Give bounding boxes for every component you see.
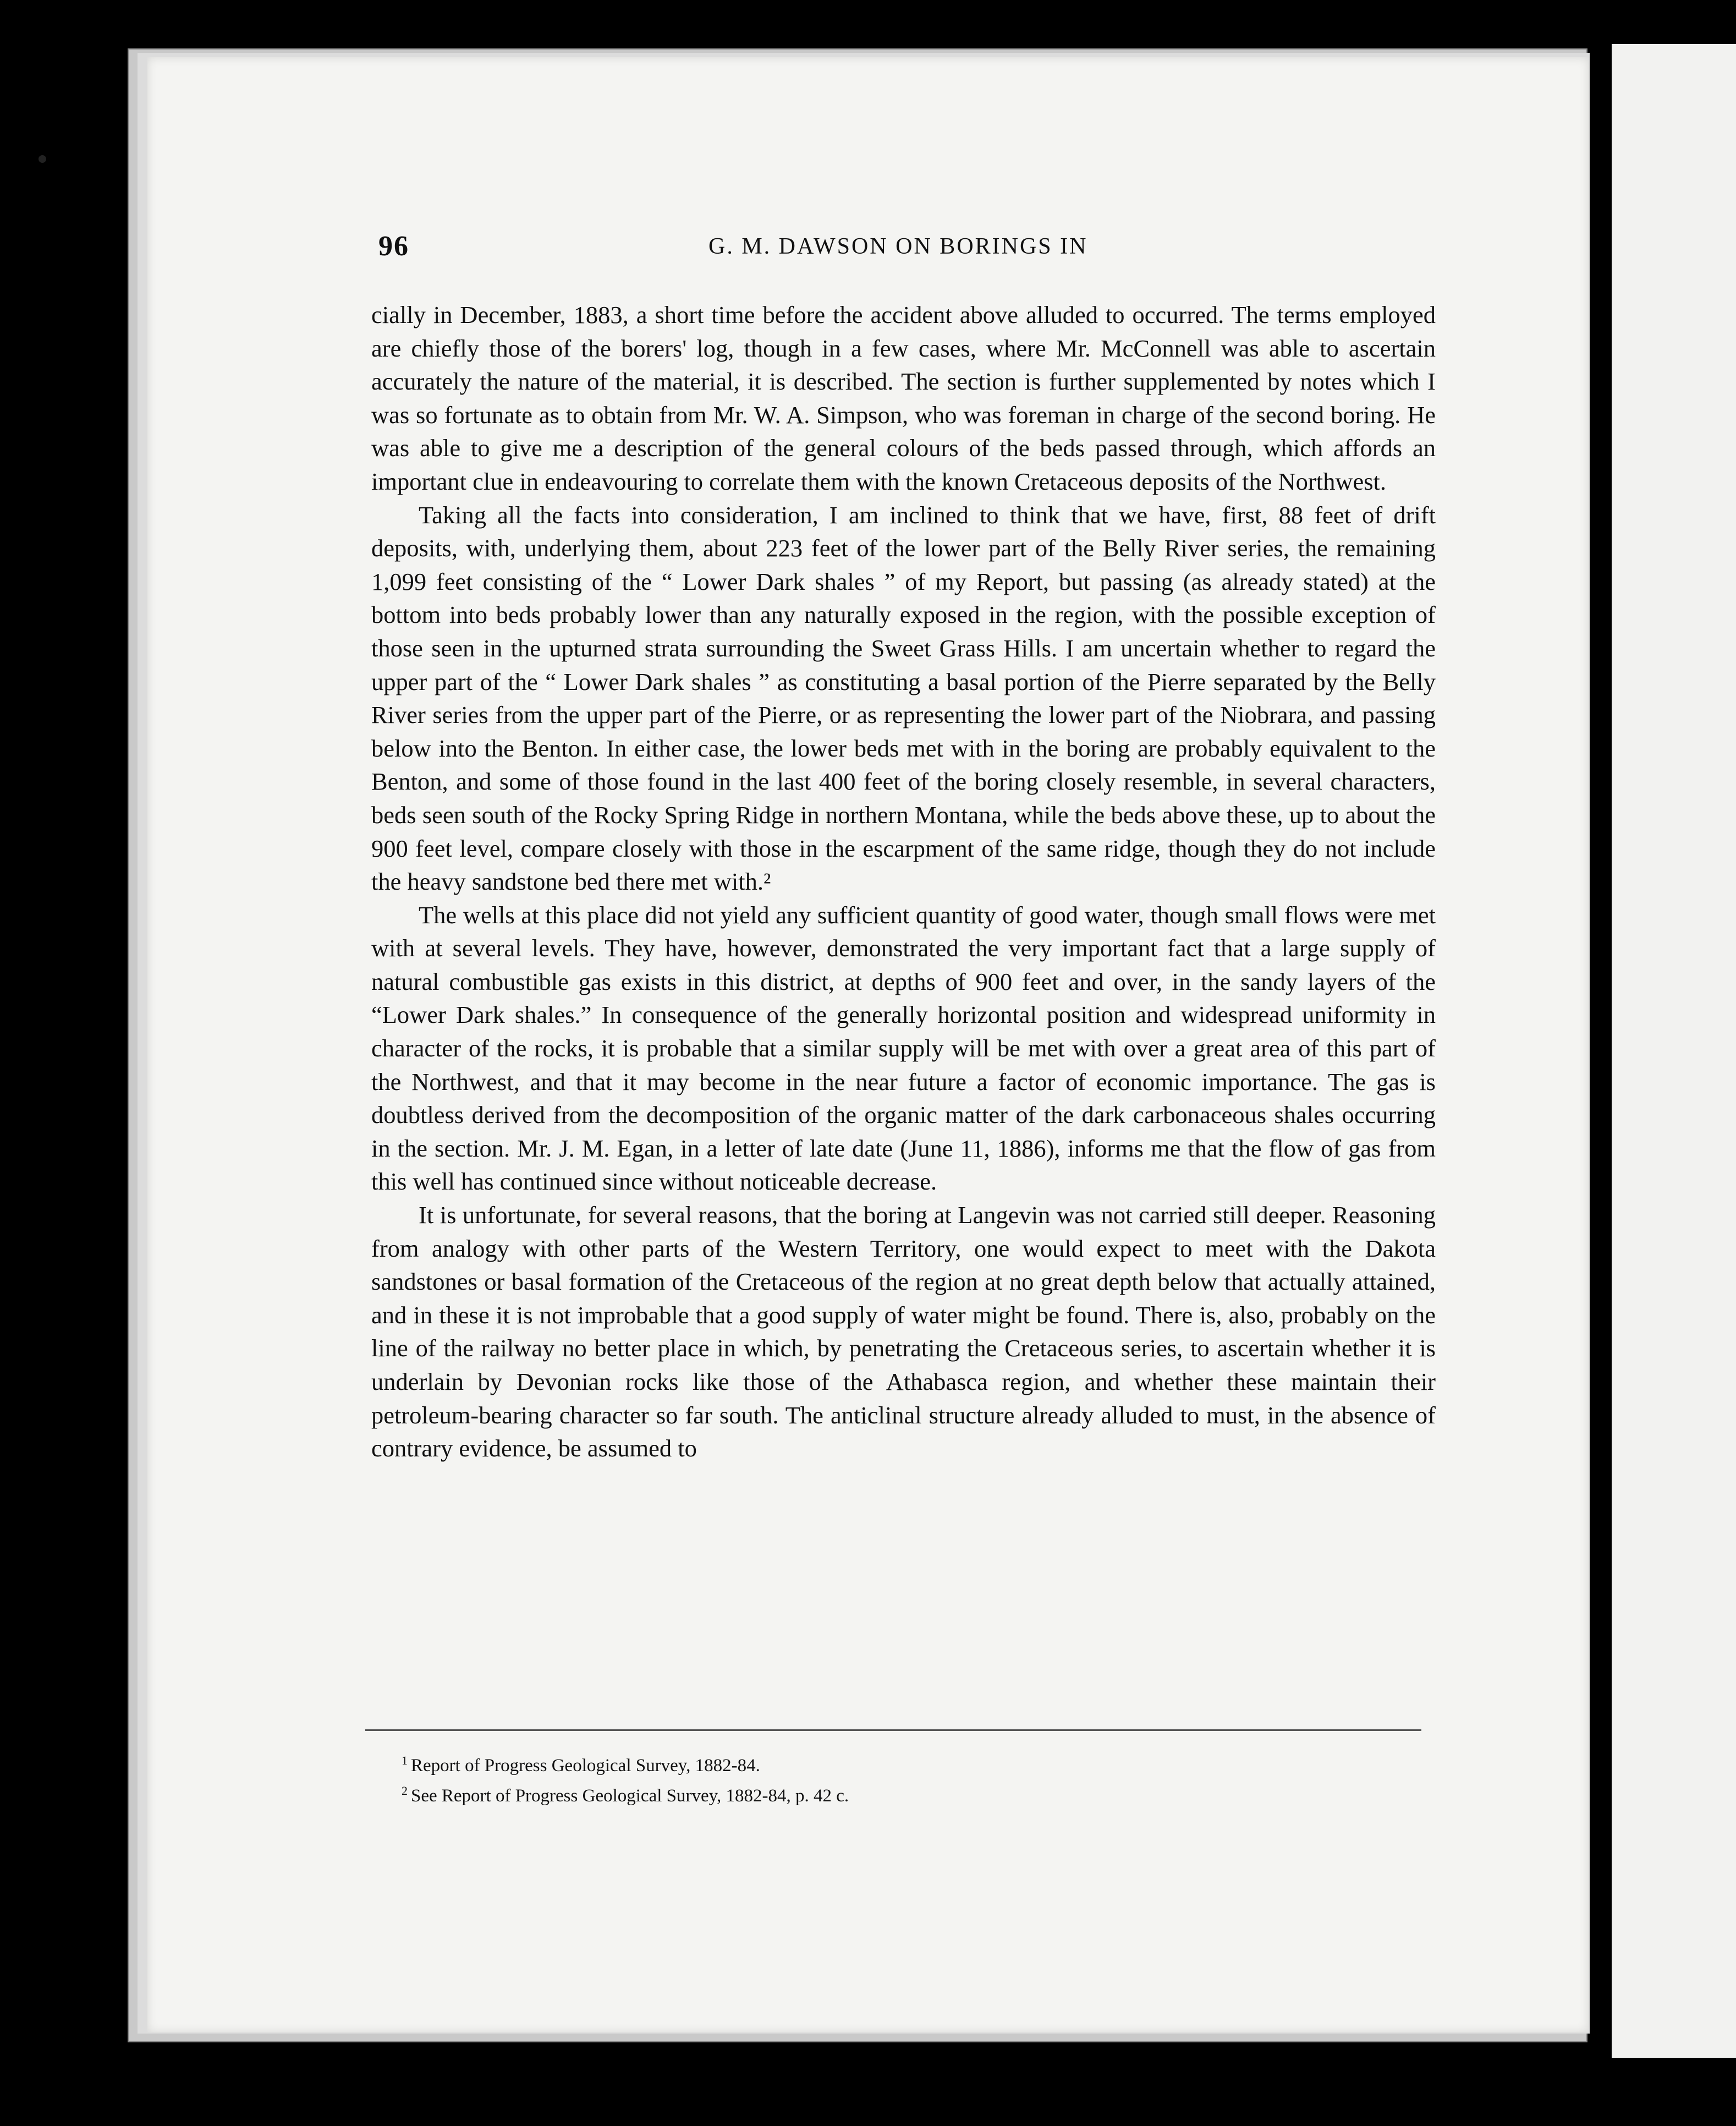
footnote-text: Report of Progress Geological Survey, 1882-84. bbox=[411, 1756, 760, 1776]
footnote bbox=[402, 1778, 1282, 1809]
paragraph: It is unfortunate, for several reasons, that the boring at Langevin was not carried still deeper. Reasoning from analogy with other parts of the Western Territory, one would expect to meet with the Dakota sandstones or basal formation of the Cretaceous of the region at no great depth below that actually attained, and in these it is not improbable that a good supply of water might be found. There is, also, probably on the line of the railway no better place in which, by penetrating the Cretaceous series, to ascertain whether it is underlain by Devonian rocks like those of the Athabasca region, and whether these maintain their petroleum-bearing character so far south. The anticlinal structure already alluded to must, in the absence of contrary evidence, be assumed to bbox=[371, 1201, 1436, 1462]
scan-speck bbox=[39, 155, 46, 163]
footnote-rule bbox=[365, 1729, 1421, 1731]
body-text bbox=[371, 298, 1436, 1465]
paragraph-continuation: cially in December, 1883, a short time before the accident above alluded to occurred. The terms employed are chiefly those of the borers' log, though in a few cases, where Mr. McConnell was able to ascertain accurately the nature of the material, it is described. The section is further supplemented by notes which I was so fortunate as to obtain from Mr. W. A. Simpson, who was foreman in charge of the second boring. He was able to give me a description of the general colours of the beds passed through, which affords an important clue in endeavouring to correlate them with the known Cretaceous deposits of the Northwest. bbox=[371, 301, 1436, 495]
footnote-text: See Report of Progress Geological Survey, 1882-84, p. 42 c. bbox=[411, 1786, 849, 1806]
running-head: G. M. DAWSON ON BORINGS IN bbox=[708, 234, 1088, 259]
paragraph: The wells at this place did not yield any sufficient quantity of good water, though small flows were met with at several levels. They have, however, demonstrated the very important fact that a large supply of natural combustible gas exists in this district, at depths of 900 feet and over, in the sandy layers of the “Lower Dark shales.” In consequence of the generally horizontal position and widespread uniformity in character of the rocks, it is probable that a similar supply will be met with over a great area of this part of the Northwest, and that it may become in the near future a factor of economic importance. The gas is doubtless derived from the decomposition of the organic matter of the dark carbonaceous shales occurring in the section. Mr. J. M. Egan, in a letter of late date (June 11, 1886), informs me that the flow of gas from this well has continued since without noticeable decrease. bbox=[371, 901, 1436, 1196]
paragraph: Taking all the facts into consideration, I am inclined to think that we have, first, 88 feet of drift deposits, with, underlying them, about 223 feet of the lower part of the Belly River series, the remaining 1,099 feet consisting of the “ Lower Dark shales ” of my Report, but passing (as already stated) at the bottom into beds probably lower than any naturally exposed in the region, with the possible exception of those seen in the upturned strata surrounding the Sweet Grass Hills. I am uncertain whether to regard the upper part of the “ Lower Dark shales ” as constituting a basal portion of the Pierre separated by the Belly River series from the upper part of the Pierre, or as representing the lower part of the Niobrara, and passing below into the Benton. In either case, the lower beds met with in the boring are probably equivalent to the Benton, and some of those found in the last 400 feet of the boring closely resemble, in several characters, beds seen south of the Rocky Spring Ridge in northern Montana, while the beds above these, up to about the 900 feet level, compare closely with those in the escarpment of the same ridge, though they do not include the heavy sandstone bed there met with.² bbox=[371, 501, 1436, 896]
page-number: 96 bbox=[378, 231, 409, 262]
footnotes bbox=[402, 1748, 1282, 1809]
facing-page-edge bbox=[1612, 44, 1736, 2058]
footnote-mark: 1 bbox=[402, 1754, 408, 1767]
page-header bbox=[378, 230, 1110, 263]
footnote-mark: 2 bbox=[402, 1784, 408, 1798]
footnote bbox=[402, 1748, 1282, 1778]
